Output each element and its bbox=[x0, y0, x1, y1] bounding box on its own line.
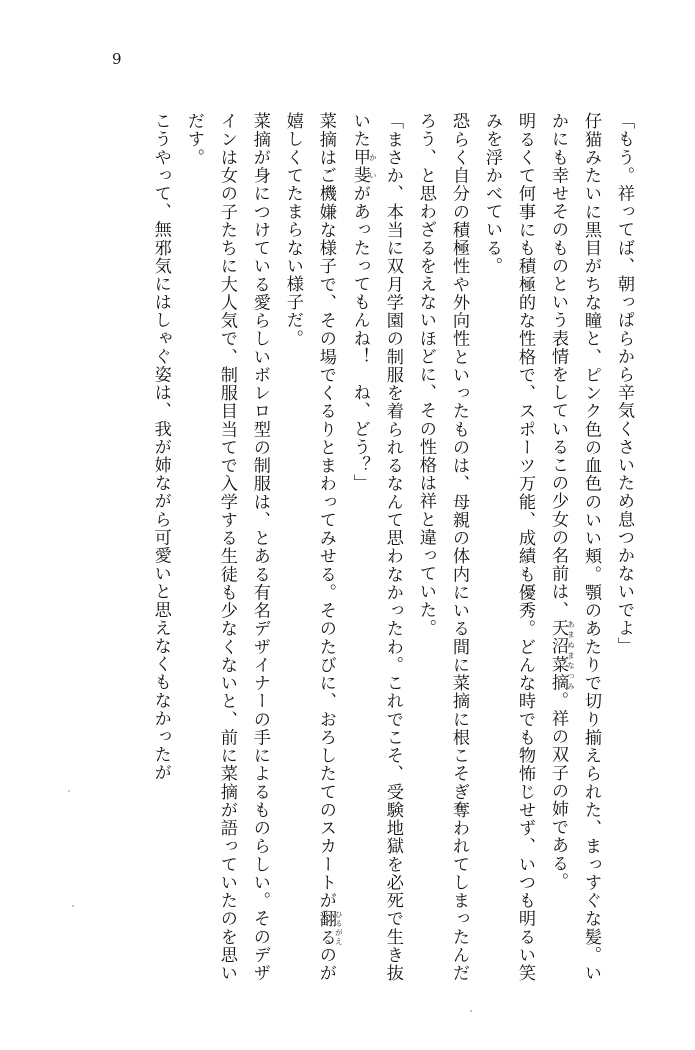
page-number: 9 bbox=[112, 50, 122, 68]
paragraph: 菜摘はご機嫌な様子で、その場でくるりとまわってみせる。そのたびに、おろしたてのスカートが翻るひるがえのが嬉しくてたまらない様子だ。 bbox=[282, 112, 344, 983]
paragraph: 明るくて何事にも積極的な性格で、スポーツ万能、成績も優秀。どんな時でも物怖じせず、いつも明るい笑みを浮かべている。 bbox=[481, 112, 535, 982]
scan-speckle bbox=[68, 790, 70, 792]
paragraph: 恐らく自分の積極性や外向性といったものは、母親の体内にいる間に菜摘に根こそぎ奪われてしまったんだろう、と思わざるをえないほどに、その性格は祥と違っていた。 bbox=[415, 112, 469, 982]
paragraph: こうやって、無邪気にはしゃぐ姿は、我が姉ながら可愛いと思えなくもなかったが bbox=[150, 112, 171, 782]
paragraph: 菜摘が身につけている愛らしいボレロ型の制服は、とある有名デザイナーの手によるものらしい。そのデザインは女の子たちに大人気で、制服目当てで入学する生徒も少なくないと、前に菜摘が語っていたのを思いだす。 bbox=[183, 112, 270, 982]
novel-body-text bbox=[60, 112, 640, 982]
scan-speckle bbox=[470, 1010, 472, 1012]
scan-speckle bbox=[72, 905, 74, 907]
paragraph: 「まさか、本当に双月学園の制服を着られるなんて思わなかったわ。これでこそ、受験地獄を必死で生き抜いた甲斐かいがあったってもんね！ ね、どう？」 bbox=[349, 112, 403, 982]
paragraph: 「もう。祥ってば、朝っぱらから辛気くさいため息つかないでよ」 bbox=[614, 112, 634, 655]
paragraph: 仔猫みたいに黒目がちな瞳と、ピンク色の血色のいい頬。顎のあたりで切り揃えられた、まっすぐな髪。いかにも幸せそのものという表情をしているこの少女の名前は、天沼菜摘あまぬまなつみ。祥の双子の姉である。 bbox=[547, 112, 601, 982]
